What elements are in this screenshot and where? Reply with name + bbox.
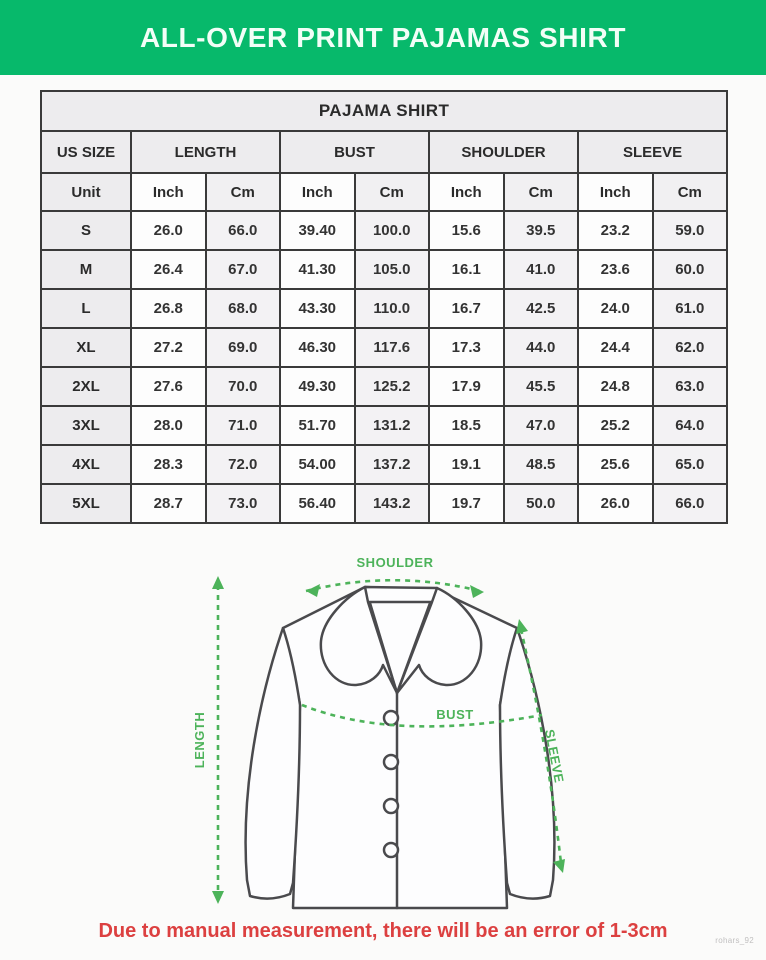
col-header-length: LENGTH: [131, 131, 280, 173]
value-cell: 48.5: [504, 445, 579, 484]
value-cell: 41.30: [280, 250, 355, 289]
value-cell: 24.0: [578, 289, 653, 328]
sleeve-label: SLEEVE: [541, 728, 567, 785]
table-title: PAJAMA SHIRT: [41, 91, 727, 131]
value-cell: 24.8: [578, 367, 653, 406]
value-cell: 17.9: [429, 367, 504, 406]
unit-cell-cm: Cm: [206, 173, 281, 211]
value-cell: 26.0: [131, 211, 206, 250]
value-cell: 27.2: [131, 328, 206, 367]
value-cell: 28.7: [131, 484, 206, 523]
shirt-right-sleeve: [500, 628, 554, 899]
shirt-left-sleeve: [246, 628, 300, 899]
value-cell: 65.0: [653, 445, 728, 484]
col-header-us-size: US SIZE: [41, 131, 131, 173]
table-row: [41, 367, 727, 406]
value-cell: 60.0: [653, 250, 728, 289]
value-cell: 28.3: [131, 445, 206, 484]
unit-cell-cm: Cm: [355, 173, 430, 211]
value-cell: 51.70: [280, 406, 355, 445]
value-cell: 16.7: [429, 289, 504, 328]
table-row: [41, 250, 727, 289]
table-title-row: [41, 91, 727, 131]
banner: [0, 0, 766, 75]
value-cell: 71.0: [206, 406, 281, 445]
size-cell: 5XL: [41, 484, 131, 523]
unit-cell-inch: Inch: [280, 173, 355, 211]
value-cell: 137.2: [355, 445, 430, 484]
value-cell: 131.2: [355, 406, 430, 445]
value-cell: 64.0: [653, 406, 728, 445]
value-cell: 47.0: [504, 406, 579, 445]
value-cell: 19.7: [429, 484, 504, 523]
value-cell: 66.0: [653, 484, 728, 523]
shirt-body: [283, 587, 517, 908]
size-cell: 4XL: [41, 445, 131, 484]
unit-cell-inch: Inch: [578, 173, 653, 211]
shirt-button: [384, 755, 398, 769]
length-arrowhead-bottom: [212, 891, 224, 904]
value-cell: 26.0: [578, 484, 653, 523]
value-cell: 39.40: [280, 211, 355, 250]
value-cell: 66.0: [206, 211, 281, 250]
value-cell: 15.6: [429, 211, 504, 250]
shirt-button: [384, 711, 398, 725]
value-cell: 23.2: [578, 211, 653, 250]
value-cell: 25.6: [578, 445, 653, 484]
value-cell: 18.5: [429, 406, 504, 445]
value-cell: 43.30: [280, 289, 355, 328]
size-cell: XL: [41, 328, 131, 367]
value-cell: 72.0: [206, 445, 281, 484]
value-cell: 63.0: [653, 367, 728, 406]
length-arrowhead-top: [212, 576, 224, 589]
shirt-button: [384, 799, 398, 813]
value-cell: 41.0: [504, 250, 579, 289]
shirt-collar-band: [363, 587, 439, 602]
value-cell: 27.6: [131, 367, 206, 406]
unit-cell-inch: Inch: [429, 173, 504, 211]
size-table: [40, 90, 728, 524]
value-cell: 61.0: [653, 289, 728, 328]
measurement-note: Due to manual measurement, there will be an error of 1-3cm: [98, 920, 668, 942]
value-cell: 62.0: [653, 328, 728, 367]
value-cell: 45.5: [504, 367, 579, 406]
measurement-diagram: [160, 545, 610, 925]
unit-cell-cm: Cm: [653, 173, 728, 211]
size-cell: L: [41, 289, 131, 328]
col-header-shoulder: SHOULDER: [429, 131, 578, 173]
table-group-header-row: [41, 131, 727, 173]
table-row: [41, 406, 727, 445]
value-cell: 73.0: [206, 484, 281, 523]
size-cell: S: [41, 211, 131, 250]
shoulder-arrowhead-right: [470, 585, 484, 598]
shoulder-label: SHOULDER: [356, 555, 434, 570]
table-body: [41, 211, 727, 523]
value-cell: 26.8: [131, 289, 206, 328]
value-cell: 125.2: [355, 367, 430, 406]
table-row: [41, 445, 727, 484]
table-row: [41, 289, 727, 328]
sleeve-arrowhead-top: [516, 619, 528, 634]
value-cell: 16.1: [429, 250, 504, 289]
shoulder-arrowhead-left: [306, 584, 320, 597]
bust-label: BUST: [436, 707, 474, 722]
unit-cell-inch: Inch: [131, 173, 206, 211]
length-label: LENGTH: [192, 711, 207, 769]
value-cell: 117.6: [355, 328, 430, 367]
value-cell: 110.0: [355, 289, 430, 328]
table-unit-row: [41, 173, 727, 211]
value-cell: 19.1: [429, 445, 504, 484]
col-header-bust: BUST: [280, 131, 429, 173]
value-cell: 24.4: [578, 328, 653, 367]
size-cell: 2XL: [41, 367, 131, 406]
value-cell: 23.6: [578, 250, 653, 289]
unit-label-cell: Unit: [41, 173, 131, 211]
value-cell: 68.0: [206, 289, 281, 328]
value-cell: 69.0: [206, 328, 281, 367]
value-cell: 17.3: [429, 328, 504, 367]
pajama-shirt-illustration: [160, 545, 610, 925]
size-cell: M: [41, 250, 131, 289]
value-cell: 105.0: [355, 250, 430, 289]
value-cell: 26.4: [131, 250, 206, 289]
value-cell: 28.0: [131, 406, 206, 445]
value-cell: 42.5: [504, 289, 579, 328]
value-cell: 56.40: [280, 484, 355, 523]
value-cell: 25.2: [578, 406, 653, 445]
value-cell: 49.30: [280, 367, 355, 406]
size-cell: 3XL: [41, 406, 131, 445]
value-cell: 50.0: [504, 484, 579, 523]
value-cell: 39.5: [504, 211, 579, 250]
col-header-sleeve: SLEEVE: [578, 131, 727, 173]
shirt-button: [384, 843, 398, 857]
value-cell: 67.0: [206, 250, 281, 289]
value-cell: 44.0: [504, 328, 579, 367]
value-cell: 70.0: [206, 367, 281, 406]
value-cell: 143.2: [355, 484, 430, 523]
watermark: rohars_92: [715, 936, 754, 945]
value-cell: 54.00: [280, 445, 355, 484]
table-row: [41, 211, 727, 250]
unit-cell-cm: Cm: [504, 173, 579, 211]
page-title: ALL-OVER PRINT PAJAMAS SHIRT: [139, 21, 627, 53]
value-cell: 100.0: [355, 211, 430, 250]
table-row: [41, 328, 727, 367]
table-row: [41, 484, 727, 523]
value-cell: 46.30: [280, 328, 355, 367]
value-cell: 59.0: [653, 211, 728, 250]
